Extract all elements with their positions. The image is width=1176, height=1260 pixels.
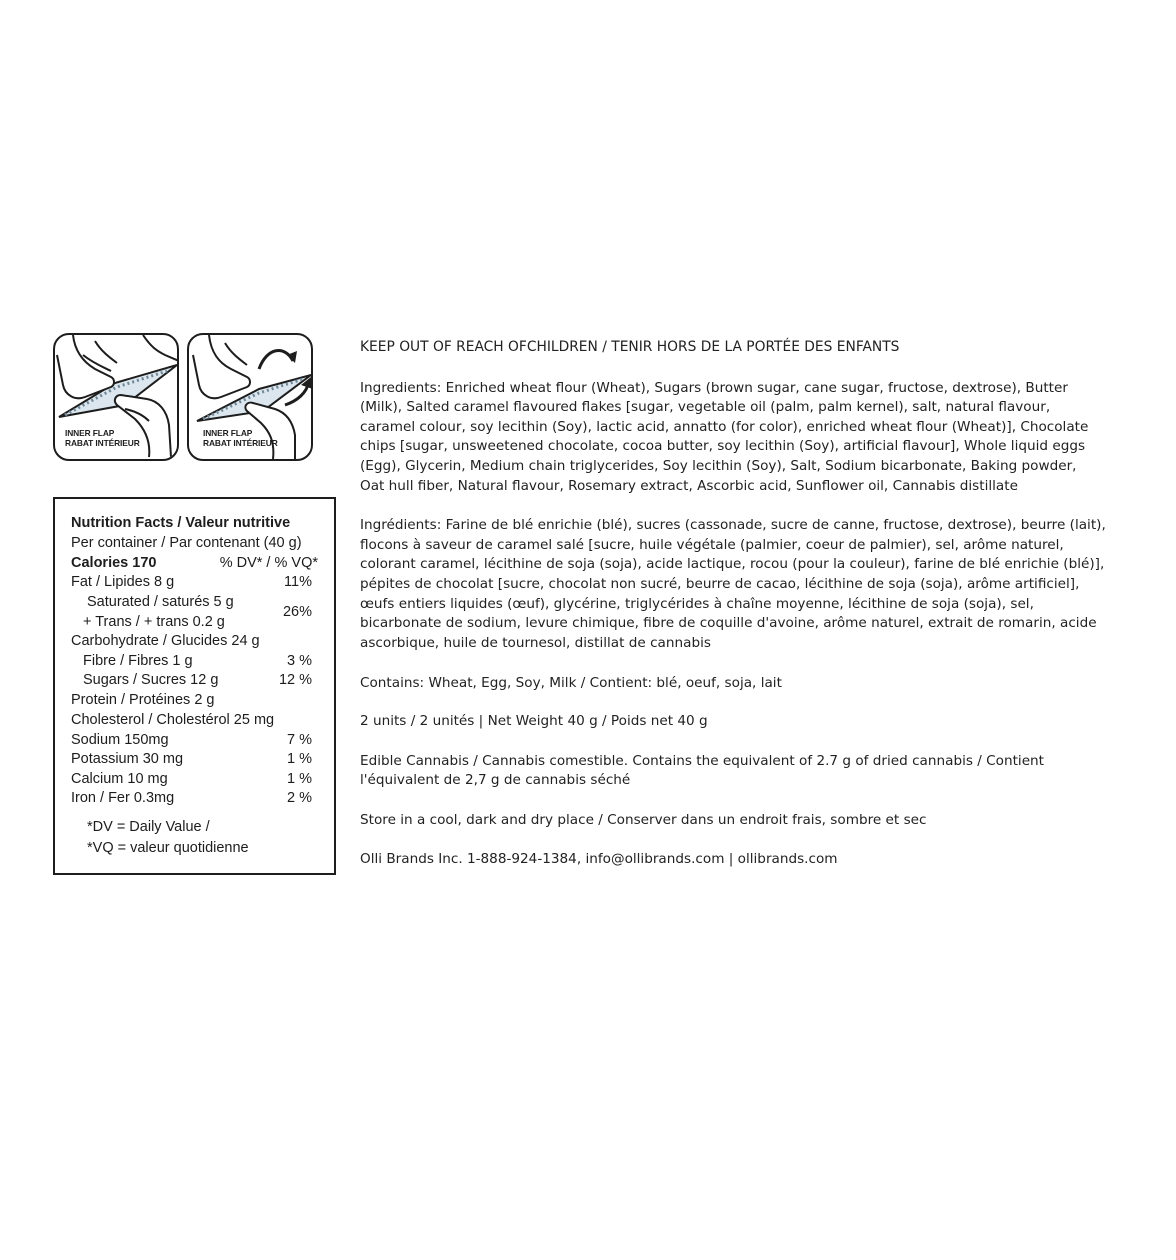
nutrient-row: Cholesterol / Cholestérol 25 mg	[71, 712, 275, 728]
nutrient-row: Sugars / Sucres 12 g 12 %	[83, 672, 312, 688]
nutrition-title: Nutrition Facts / Valeur nutritive	[71, 515, 291, 531]
nutrient-row: Protein / Protéines 2 g	[71, 692, 215, 708]
cannabis-statement: Edible Cannabis / Cannabis comestible. Contains the equivalent of 2.7 g of dried cannabis / Contient l'équivalent de 2,7 g de cannabis séché	[360, 752, 1045, 789]
nutrient-row: + Trans / + trans 0.2 g	[83, 614, 225, 630]
per-container: Per container / Par contenant (40 g)	[71, 535, 302, 551]
nutrient-row: Iron / Fer 0.3mg 2 %	[71, 790, 312, 806]
nutrient-row: Saturated / saturés 5 g 26%	[87, 594, 312, 620]
footnote-vq: *VQ = valeur quotidienne	[87, 840, 249, 856]
inner-flap-label: INNER FLAP RABAT INTÉRIEUR	[65, 428, 140, 448]
footnote-dv: *DV = Daily Value /	[87, 819, 210, 835]
ingredients-french: Ingrédients: Farine de blé enrichie (blé), sucres (cassonade, sucre de canne, fructose, dextrose), beurre (lait), flocons à saveur de caramel salé [sucre, huile végétale (palmier, coeur de palmier), sel, arôme naturel, colorant caramel, lécithine de soja (soja), acide lactique, rocou (pour la couleur), farine de blé enrichie (blé)], pépites de chocolat [sucre, chocolat non sucré, beurre de cacao, lécithine de soja (soja), arôme artificiel], œufs entiers liquides (œuf), glycérine, triglycérides à chaîne moyenne, lécithine de soja (soja), sel, bicarbonate de sodium, levure chimique, fibre de coquille d'avoine, arôme naturel, extrait de romarin, acide ascorbique, huile de tournesol, distillat de cannabis	[360, 517, 1106, 651]
nutrition-facts-panel	[53, 497, 336, 875]
inner-flap-instruction-1	[53, 333, 179, 461]
calories: Calories 170	[71, 555, 157, 571]
storage-instructions: Store in a cool, dark and dry place / Conserver dans un endroit frais, sombre et sec	[360, 811, 927, 828]
nutrient-row: Fibre / Fibres 1 g 3 %	[83, 653, 312, 669]
child-warning: KEEP OUT OF REACH OFCHILDREN / TENIR HORS DE LA PORTÉE DES ENFANTS	[360, 339, 900, 355]
nutrient-row: Fat / Lipides 8 g 11%	[71, 574, 312, 590]
dv-header: % DV* / % VQ*	[219, 555, 318, 571]
company-contact: Olli Brands Inc. 1-888-924-1384, info@ollibrands.com | ollibrands.com	[360, 851, 838, 868]
ingredients-english: Ingredients: Enriched wheat flour (Wheat), Sugars (brown sugar, cane sugar, fructose, dextrose), Butter (Milk), Salted caramel flavoured flakes [sugar, vegetable oil (palm, palm kernel), salt, natural flavour, caramel colour, soy lecithin (Soy), lactic acid, annatto (for color), enriched wheat flour (Wheat)], Chocolate chips [sugar, unsweetened chocolate, cocoa butter, soy lecithin (Soy), artificial flavour], Whole liquid eggs (Egg), Glycerin, Medium chain triglycerides, Soy lecithin (Soy), Salt, Sodium bicarbonate, Baking powder, Oat hull fiber, Natural flavour, Rosemary extract, Ascorbic acid, Sunflower oil, Cannabis distillate	[360, 379, 1089, 494]
nutrient-row: Sodium 150mg 7 %	[71, 732, 312, 748]
nutrient-row: Carbohydrate / Glucides 24 g	[71, 633, 260, 649]
label-text-column	[360, 338, 1130, 870]
inner-flap-label: INNER FLAP RABAT INTÉRIEUR	[203, 428, 278, 448]
allergen-statement: Contains: Wheat, Egg, Soy, Milk / Contient: blé, oeuf, soja, lait	[360, 675, 782, 692]
nutrient-row: Calcium 10 mg 1 %	[71, 771, 312, 787]
inner-flap-instruction-2	[187, 333, 313, 461]
nutrient-row: Potassium 30 mg 1 %	[71, 751, 312, 767]
net-weight: 2 units / 2 unités | Net Weight 40 g / Poids net 40 g	[360, 712, 708, 729]
